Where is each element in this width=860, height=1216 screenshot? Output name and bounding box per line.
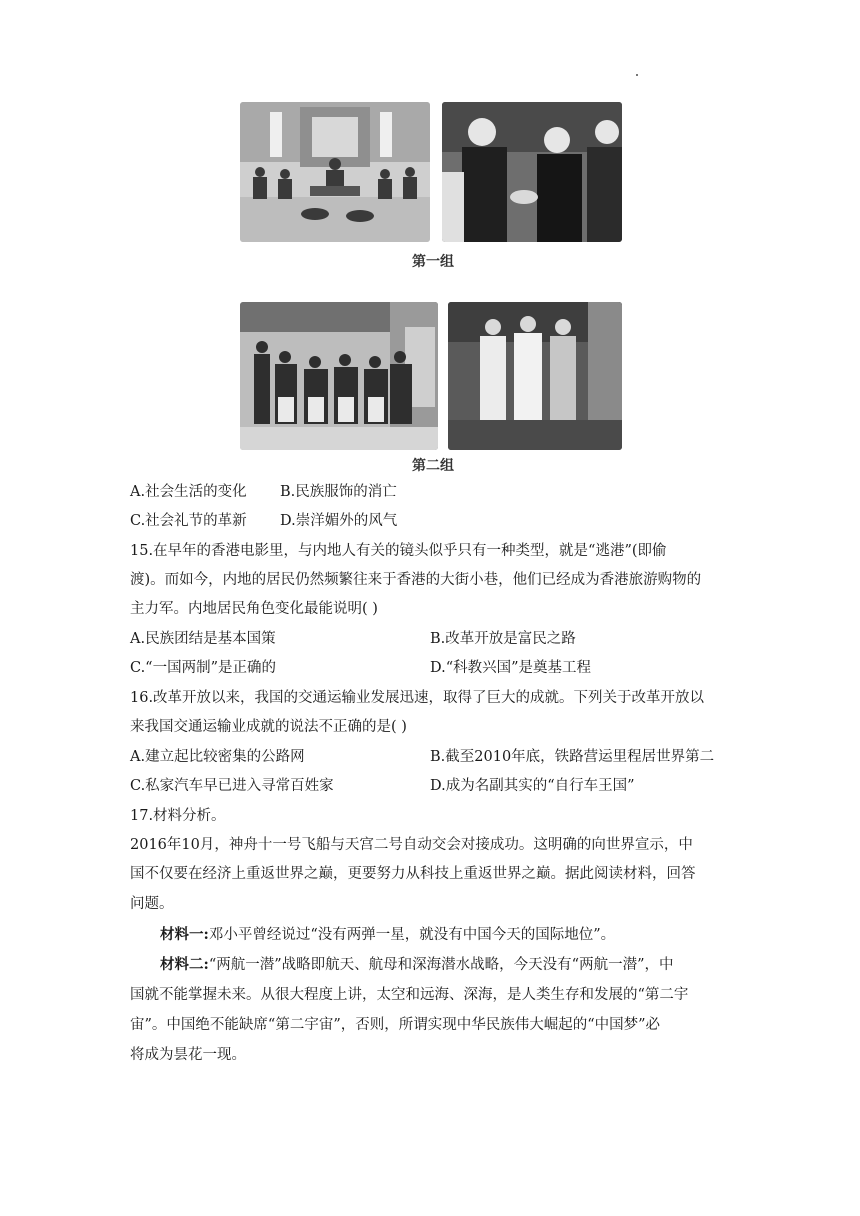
material-2-text-1: “两航一潜”战略即航天、航母和深海潜水战略，今天没有“两航一潜”，中: [208, 957, 674, 973]
material-2-line-1: [160, 955, 674, 975]
photo-qing-women-group: [240, 302, 438, 450]
q15-stem-line-3: 主力军。内地居民角色变化最能说明( ): [130, 601, 378, 617]
q15-option-d[interactable]: D.“科教兴国”是奠基工程: [430, 660, 592, 676]
photo-qing-official-ceremony: [240, 102, 430, 242]
q15-stem-line-2: 渡)。而如今，内地的居民仍然频繁往来于香港的大街小巷，他们已经成为香港旅游购物的: [130, 572, 702, 588]
q15-option-b[interactable]: B.改革开放是富民之路: [430, 631, 576, 647]
material-1: [160, 925, 615, 945]
material-2-line-3: 宙”。中国绝不能缺席“第二宇宙”，否则，所谓实现中华民族伟大崛起的“中国梦”必: [130, 1017, 661, 1033]
q14-option-d[interactable]: D.崇洋媚外的风气: [280, 513, 398, 529]
material-2-line-4: 将成为昙花一现。: [130, 1047, 246, 1063]
q14-option-a[interactable]: A.社会生活的变化: [130, 484, 247, 500]
q16-option-d[interactable]: D.成为名副其实的“自行车王国”: [430, 778, 635, 794]
photo-handshake: [442, 102, 622, 242]
q16-stem-line-1: 16.改革开放以来，我国的交通运输业发展迅速，取得了巨大的成就。下列关于改革开放以: [130, 690, 705, 706]
q16-stem-line-2: 来我国交通运输业成就的说法不正确的是( ): [130, 719, 407, 735]
q17-intro-line-2: 国不仅要在经济上重返世界之巅，更要努力从科技上重返世界之巅。据此阅读材料，回答: [130, 866, 696, 882]
q17-intro-line-3: 问题。: [130, 896, 174, 912]
q16-option-b[interactable]: B.截至2010年底，铁路营运里程居世界第二: [430, 749, 715, 765]
q17-title: 17.材料分析。: [130, 808, 226, 824]
material-2-line-2: 国就不能掌握未来。从很大程度上讲，太空和远海、深海，是人类生存和发展的“第二宇: [130, 987, 689, 1003]
q15-option-c[interactable]: C.“一国两制”是正确的: [130, 660, 277, 676]
q15-option-a[interactable]: A.民族团结是基本国策: [130, 631, 276, 647]
q16-option-c[interactable]: C.私家汽车早已进入寻常百姓家: [130, 778, 334, 794]
material-2-label: 材料二:: [160, 956, 209, 973]
q17-intro-line-1: 2016年10月，神舟十一号飞船与天宫二号自动交会对接成功。这明确的向世界宣示，中: [130, 837, 693, 853]
q14-option-c[interactable]: C.社会礼节的革新: [130, 513, 247, 529]
q16-option-a[interactable]: A.建立起比较密集的公路网: [130, 749, 305, 765]
material-1-text: 邓小平曾经说过“没有两弹一星，就没有中国今天的国际地位”。: [208, 927, 616, 943]
material-1-label: 材料一:: [160, 926, 209, 943]
group-caption-2: 第二组: [412, 458, 454, 474]
stray-mark: [636, 74, 638, 76]
photo-cheongsam-women: [448, 302, 622, 450]
q14-option-b[interactable]: B.民族服饰的消亡: [280, 484, 397, 500]
group-caption-1: 第一组: [412, 254, 454, 270]
q15-stem-line-1: 15.在早年的香港电影里，与内地人有关的镜头似乎只有一种类型，就是“逃港”(即偷: [130, 543, 667, 559]
